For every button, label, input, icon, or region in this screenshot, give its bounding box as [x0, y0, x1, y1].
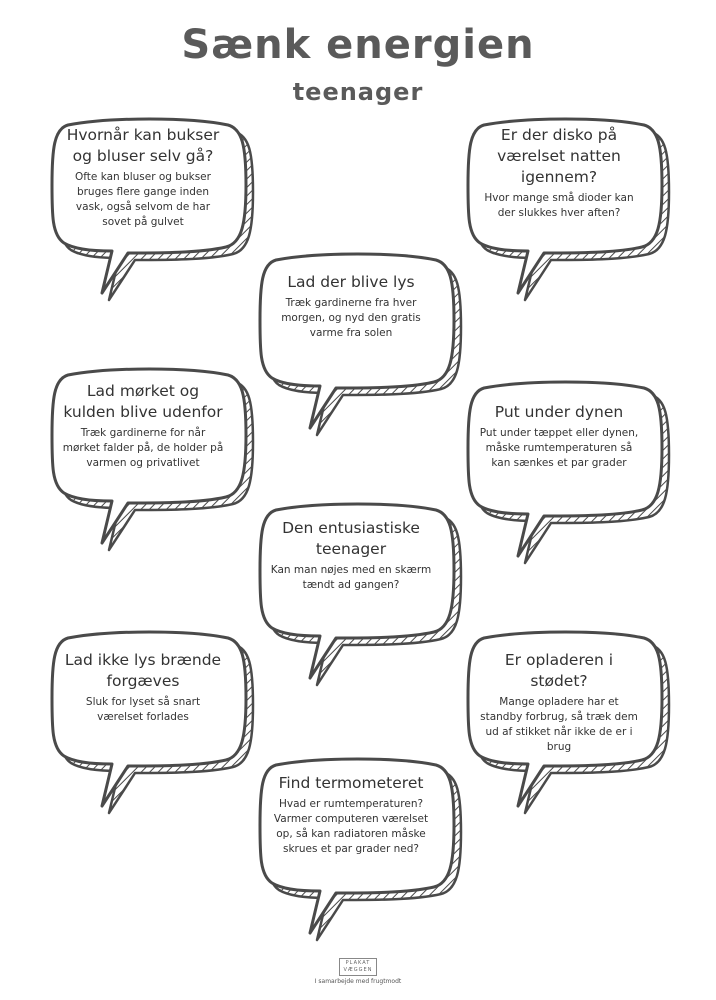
speech-bubble: [466, 628, 666, 818]
speech-bubble: [50, 628, 250, 818]
speech-bubble: [466, 115, 666, 305]
bubble-body: Ofte kan bluser og bukser bruges flere gange inden vask, også selvom de har sovet på gulvet: [75, 171, 211, 228]
bubble-heading: Den entusiastiske teenager: [282, 519, 420, 558]
bubble-heading: Lad ikke lys brænde forgæves: [64, 651, 222, 690]
bubble-body: Sluk for lyset så snart værelset forlades: [85, 696, 201, 723]
bubble-body: Hvad er rumtemperaturen? Varmer computeren værelset op, så kan radiatoren måske skrues et par grader ned?: [273, 798, 429, 855]
bubble-body: Kan man nøjes med en skærm tændt ad gangen?: [270, 564, 432, 591]
poster-title: Sænk energien: [181, 22, 535, 68]
speech-bubble: [258, 755, 458, 945]
publisher-logo: [332, 958, 384, 976]
bubble-heading: Er der disko på værelset natten igennem?: [497, 126, 621, 186]
footer-credit: I samarbejde med frugtmodt: [314, 978, 402, 985]
speech-bubble: [258, 500, 458, 690]
bubble-heading: Put under dynen: [494, 403, 624, 421]
bubble-body: Træk gardinerne for når mørket falder på, de holder på varmen og privatlivet: [62, 427, 224, 469]
speech-bubble: [50, 115, 250, 305]
logo-top-text: PLAKAT: [345, 960, 371, 966]
speech-bubble: [50, 365, 250, 555]
bubble-body: Træk gardinerne fra hver morgen, og nyd den gratis varme fra solen: [281, 297, 421, 339]
bubble-heading: Find termometeret: [278, 774, 424, 792]
bubble-body: Mange opladere har et standby forbrug, så træk dem ud af stikket når ikke de er i brug: [480, 696, 638, 753]
bubble-heading: Lad der blive lys: [287, 273, 415, 291]
speech-bubble: [258, 250, 458, 440]
speech-bubble: [466, 378, 666, 568]
logo-bottom-text: VÆGGEN: [343, 967, 373, 973]
bubble-heading: Er opladeren i stødet?: [504, 651, 614, 690]
bubble-heading: Lad mørket og kulden blive udenfor: [63, 382, 223, 421]
poster-subtitle: teenager: [292, 78, 424, 106]
bubble-heading: Hvornår kan bukser og bluser selv gå?: [66, 126, 220, 165]
bubble-body: Hvor mange små dioder kan der slukkes hver aften?: [484, 192, 634, 219]
bubble-body: Put under tæppet eller dynen, måske rumtemperaturen så kan sænkes et par grader: [479, 427, 639, 469]
